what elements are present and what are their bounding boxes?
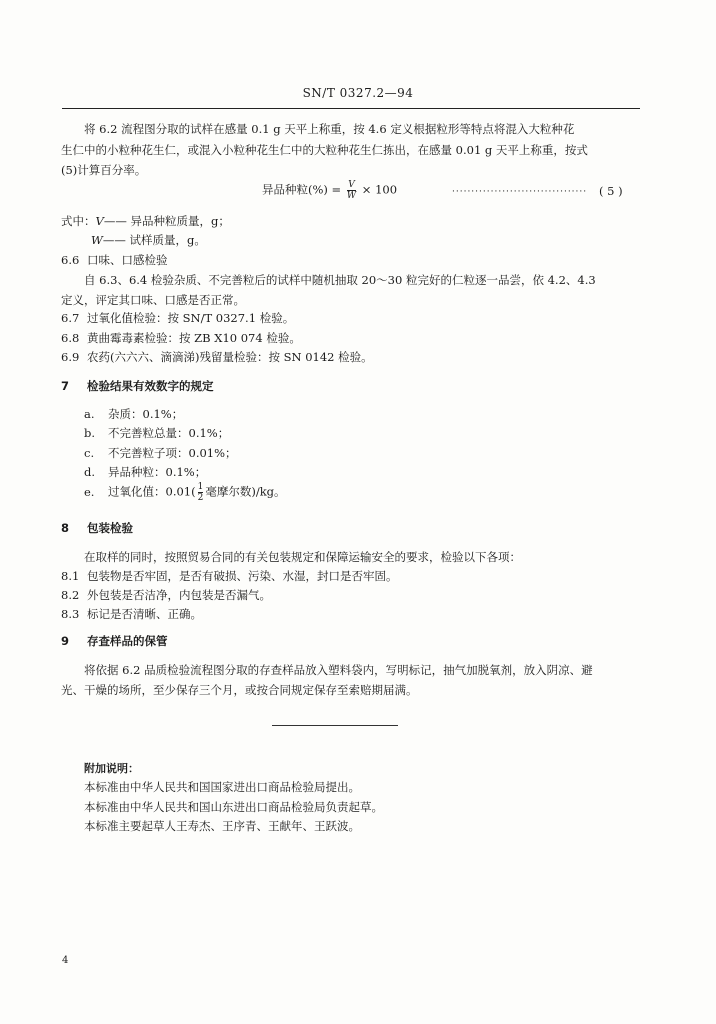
appendix-line: 本标准由中华人民共和国国家进出口商品检验局提出。 [84, 780, 360, 794]
where-text-w: —— 试样质量，g。 [102, 233, 206, 247]
section-number: 8.1 [61, 569, 80, 583]
item-text: 异品种粒：0.1%； [108, 465, 207, 479]
section-number: 8.2 [61, 588, 80, 602]
section-8-body: 在取样的同时，按照贸易合同的有关包装规定和保障运输安全的要求，检验以下各项： [84, 550, 521, 564]
where-symbol-w: W [91, 233, 103, 247]
section-separator [272, 725, 398, 726]
section-6-6-body-2: 定义，评定其口味、口感是否正常。 [61, 293, 245, 307]
list-item [84, 464, 206, 480]
fraction-numerator: 1 [197, 482, 204, 492]
item-letter: d. [84, 465, 96, 479]
section-number: 6.6 [61, 253, 80, 267]
list-item [84, 445, 237, 461]
section-number: 8 [61, 521, 70, 535]
section-6-9 [61, 349, 373, 365]
section-6-8 [61, 330, 301, 346]
section-title: 检验结果有效数字的规定 [87, 379, 214, 393]
section-number: 9 [61, 634, 70, 648]
item-fraction [198, 482, 204, 503]
section-number: 8.3 [61, 607, 80, 621]
item-text-pre: 过氧化值：0.01( [108, 484, 196, 499]
formula-equation-number: ( 5 ) [599, 184, 623, 198]
section-9-body-1: 将依据 6.2 品质检验流程图分取的存查样品放入塑料袋内，写明标记，抽气加脱氧剂，放入阴凉、避 [84, 663, 593, 677]
formula-5 [262, 180, 397, 201]
section-8-2 [61, 587, 271, 603]
where-text-v: —— 异品种粒质量，g； [103, 214, 230, 228]
section-number: 6.9 [61, 350, 80, 364]
section-number: 7 [61, 379, 70, 393]
section-9-body-2: 光、干燥的场所，至少保存三个月，或按合同规定保存至索赔期届满。 [61, 683, 418, 697]
intro-line-2: 生仁中的小粒种花生仁，或混入小粒种花生仁中的大粒种花生仁拣出，在感量 0.01 g 天平上称重，按式 [61, 143, 588, 157]
list-item [84, 482, 286, 503]
formula-rhs: × 100 [361, 182, 398, 197]
where-line-1 [61, 213, 230, 229]
section-title: 口味、口感检验 [87, 253, 168, 267]
item-text: 不完善粒总量：0.1%； [108, 426, 230, 440]
appendix-line: 本标准由中华人民共和国山东进出口商品检验局负责起草。 [84, 800, 383, 814]
section-title: 包装检验 [87, 521, 133, 535]
intro-line-3: (5)计算百分率。 [61, 163, 147, 177]
section-text: 标记是否清晰、正确。 [87, 607, 202, 621]
section-6-6-heading [61, 252, 168, 268]
formula-numerator: V [348, 180, 355, 190]
item-letter: c. [84, 446, 95, 460]
list-item [84, 406, 183, 422]
section-8-heading [61, 520, 133, 536]
where-line-2 [91, 232, 206, 248]
appendix-line: 本标准主要起草人王寿杰、王序青、王献年、王跃波。 [84, 819, 360, 833]
page-number: 4 [62, 955, 69, 966]
item-letter: b. [84, 426, 96, 440]
section-text: 外包装是否洁净，内包装是否漏气。 [87, 588, 271, 602]
section-title: 存查样品的保管 [87, 634, 168, 648]
item-text-post: 毫摩尔数)/kg。 [205, 484, 286, 499]
list-item [84, 425, 229, 441]
section-9-heading [61, 633, 168, 649]
section-number: 6.7 [61, 311, 80, 325]
section-6-7 [61, 310, 294, 326]
section-text: 农药(六六六、滴滴涕)残留量检验：按 SN 0142 检验。 [87, 350, 373, 364]
intro-line-1: 将 6.2 流程图分取的试样在感量 0.1 g 天平上称重，按 4.6 定义根据粒形等特点将混入大粒种花 [84, 122, 575, 136]
where-prefix: 式中： [61, 214, 96, 228]
appendix-title: 附加说明： [84, 762, 139, 775]
where-symbol-v: V [95, 214, 104, 228]
page-header: SN/T 0327.2—94 [302, 86, 414, 100]
section-text: 包装物是否牢固，是否有破损、污染、水湿，封口是否牢固。 [87, 569, 398, 583]
section-7-heading [61, 378, 214, 394]
section-text: 过氧化值检验：按 SN/T 0327.1 检验。 [87, 311, 295, 325]
section-text: 黄曲霉毒素检验：按 ZB X10 074 检验。 [87, 331, 301, 345]
item-text: 杂质：0.1%； [108, 407, 184, 421]
formula-leader-dots: ··································· [452, 187, 588, 197]
formula-fraction [347, 180, 356, 201]
formula-denominator: W [346, 191, 357, 201]
header-rule [62, 108, 640, 109]
section-8-1 [61, 568, 398, 584]
fraction-denominator: 2 [197, 493, 204, 503]
item-letter: e. [84, 484, 95, 499]
item-text: 不完善粒子项：0.01%； [108, 446, 237, 460]
section-6-6-body-1: 自 6.3、6.4 检验杂质、不完善粒后的试样中随机抽取 20～30 粒完好的仁粒逐一品尝，依 4.2、4.3 [84, 273, 596, 287]
item-letter: a. [84, 407, 95, 421]
section-8-3 [61, 606, 202, 622]
section-number: 6.8 [61, 331, 80, 345]
formula-lhs: 异品种粒(%) = [262, 182, 342, 197]
